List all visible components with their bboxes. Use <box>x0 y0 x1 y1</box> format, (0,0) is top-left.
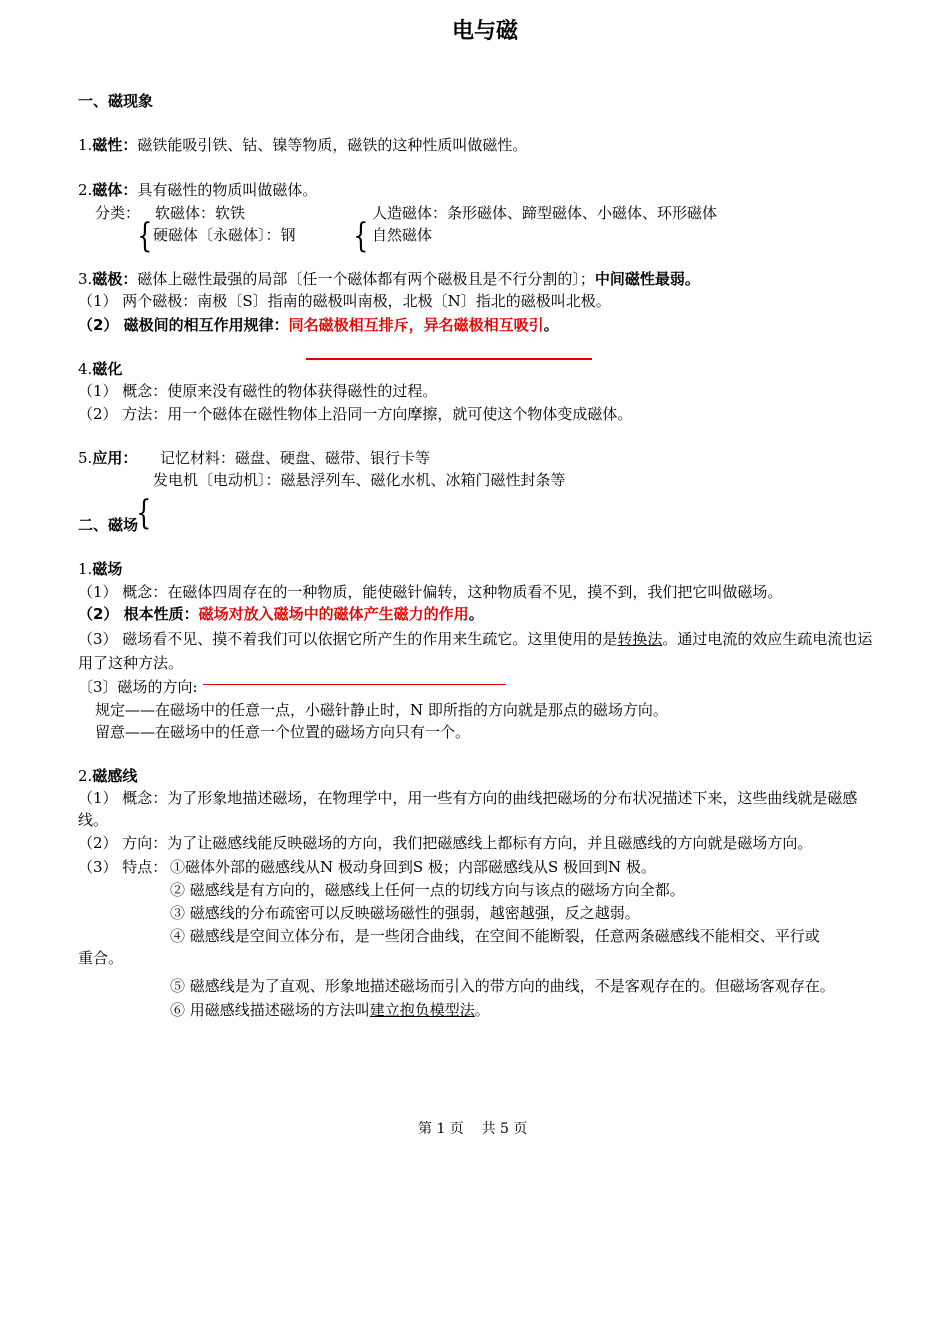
definition-text: 磁体上磁性最强的局部〔任一个磁体都有两个磁极且是不行分割的〕； <box>137 270 595 288</box>
item-number: 2. <box>78 181 93 199</box>
brace-symbol: { <box>137 216 153 256</box>
classify-label: 分类： <box>95 204 141 222</box>
lines-item-2: （2） 方向：为了让磁感线能反映磁场的方向，我们把磁感线上都标有方向，并且磁感线的方向就是磁场方向。 <box>78 834 813 852</box>
lines-item-3-label: （3） 特点： <box>78 858 168 876</box>
item-number: 2. <box>78 767 93 785</box>
magnetize-item-2: （2） 方法：用一个磁体在磁性物体上沿同一方向摩擦，就可使这个物体变成磁体。 <box>78 405 633 423</box>
magnetize-item-1: （1） 概念：使原来没有磁性的物体获得磁性的过程。 <box>78 382 438 400</box>
feature-4: ④ 磁感线是空间立体分布，是一些闭合曲线，在空间不能断裂，任意两条磁感线不能相交、平行或 <box>170 927 820 945</box>
item-number: 4. <box>78 360 93 378</box>
lines-heading <box>78 766 137 786</box>
red-underline <box>203 684 506 685</box>
field-item-3 <box>78 627 878 675</box>
magnet-line <box>78 180 317 200</box>
application-line-1: 记忆材料：磁盘、硬盘、磁带、银行卡等 <box>160 449 431 467</box>
feature-1: ①磁体外部的磁感线从N 极动身回到S 极；内部磁感线从S 极回到N 极。 <box>170 858 656 876</box>
pole-rule-text: 同名磁极相互排斥，异名磁极相互吸引 <box>288 316 544 334</box>
pole-item-2 <box>78 315 559 335</box>
feature-2: ② 磁感线是有方向的，磁感线上任何一点的切线方向与该点的磁场方向全都。 <box>170 881 685 899</box>
definition-text: 具有磁性的物质叫做磁体。 <box>137 181 318 199</box>
punctuation: 。 <box>468 605 484 623</box>
item-number: 3. <box>78 270 93 288</box>
soft-magnet: 软磁体：软铁 <box>155 204 246 222</box>
term-label: 磁感线 <box>92 767 138 785</box>
item-number: 1. <box>78 136 93 154</box>
punctuation: 。 <box>474 1001 490 1019</box>
feature-3: ③ 磁感线的分布疏密可以反映磁场磁性的强弱，越密越强，反之越弱。 <box>170 904 640 922</box>
emphasis-text: 中间磁性最弱。 <box>594 270 700 288</box>
rule-label: （2） 磁极间的相互作用规律： <box>78 316 289 334</box>
term-label: 磁极： <box>92 270 138 288</box>
field-direction-label: 〔3〕磁场的方向: <box>78 678 198 696</box>
field-item-3-post: 。通过电流的效应生疏电流也运用了这种方法。 <box>78 630 873 672</box>
term-label: 应用： <box>92 449 138 467</box>
feature-5: ⑤ 磁感线是为了直观、形象地描述磁场而引入的带方向的曲线，不是客观存在的。但磁场客观存在。 <box>170 977 835 995</box>
field-heading <box>78 559 122 579</box>
lines-item-1: （1） 概念：为了形象地描述磁场，在物理学中，用一些有方向的曲线把磁场的分布状况描述下来，这些曲线就是磁感线。 <box>78 789 858 829</box>
punctuation: 。 <box>543 316 559 334</box>
magnetism-line <box>78 135 527 155</box>
feature-6 <box>170 1000 490 1020</box>
natural-magnet: 自然磁体 <box>372 226 433 244</box>
field-item-1: （1） 概念：在磁体四周存在的一种物质，能使磁针偏转，这种物质看不见，摸不到，我们把它叫做磁场。 <box>78 583 783 601</box>
field-item-3-pre: （3） 磁场看不见、摸不着我们可以依据它所产生的作用来生疏它。这里使用的是 <box>78 630 618 648</box>
brace-symbol: { <box>353 216 369 256</box>
term-label: 磁场 <box>92 560 123 578</box>
term-label: 磁体： <box>92 181 138 199</box>
field-item-2 <box>78 604 484 624</box>
section-heading-1: 一、磁现象 <box>78 92 154 110</box>
hard-magnet: 硬磁体〔永磁体〕：钢 <box>153 226 296 244</box>
feature-4-continued: 重合。 <box>78 949 124 967</box>
term-label: 磁化 <box>92 360 123 378</box>
definition-text: 磁铁能吸引铁、钴、镍等物质，磁铁的这种性质叫做磁性。 <box>137 136 528 154</box>
artificial-magnet: 人造磁体：条形磁体、蹄型磁体、小磁体、环形磁体 <box>372 204 718 222</box>
page-footer: 第 1 页 共 5 页 <box>418 1121 528 1137</box>
red-rule-line <box>306 358 592 360</box>
pole-line <box>78 269 700 289</box>
property-label: （2） 根本性质： <box>78 605 199 623</box>
brace-symbol: { <box>136 493 152 533</box>
method-term: 转换法 <box>617 630 663 648</box>
field-rule: 规定——在磁场中的任意一点，小磁针静止时，N 即所指的方向就是那点的磁场方向。 <box>95 701 668 719</box>
item-number: 5. <box>78 449 93 467</box>
term-label: 磁性： <box>92 136 138 154</box>
feature-6-pre: ⑥ 用磁感线描述磁场的方法叫 <box>170 1001 370 1019</box>
item-number: 1. <box>78 560 93 578</box>
property-text: 磁场对放入磁场中的磁体产生磁力的作用 <box>198 605 469 623</box>
application-heading <box>78 448 137 468</box>
section-heading-2: 二、磁场 <box>78 516 139 534</box>
page-title: 电与磁 <box>452 19 519 44</box>
pole-item-1: （1） 两个磁极：南极〔S〕指南的磁极叫南极，北极〔N〕指北的磁极叫北极。 <box>78 292 611 310</box>
field-note: 留意——在磁场中的任意一个位置的磁场方向只有一个。 <box>95 723 471 741</box>
application-line-2: 发电机〔电动机〕：磁悬浮列车、磁化水机、冰箱门磁性封条等 <box>153 471 566 489</box>
method-term: 建立抱负模型法 <box>369 1001 475 1019</box>
magnetize-heading <box>78 359 122 379</box>
